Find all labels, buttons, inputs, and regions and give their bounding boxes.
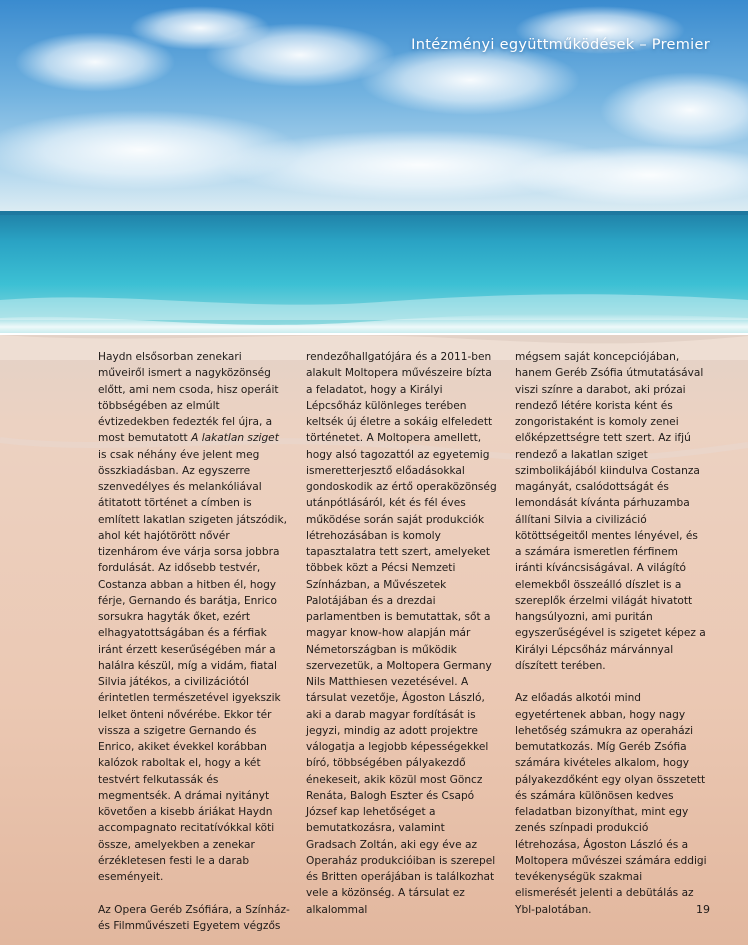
paragraph-text: rendezőhallgatójára és a 2011-ben alakult Moltopera művészeire bízta a feladatot, hogy a Királyi Lépcsőház különleges terében keltsék új életre a sokáig elfeledett történetet. A Moltopera amellett, hogy alsó tagozattól az egyetemig ismeretterjesztő előadásokkal gondoskodik az értő operaközönség utánpótlásáról, két és fél éves működése során saját produkciók létrehozásában is komoly tapasztalatra tett szert, amelyeket többek közt a Pécsi Nemzeti Színházban, a Művészetek Palotájában és a drezdai parlamentben is bemutattak, sőt a magyar know-how alapján már Németországban is működik szervezetük, a Moltopera Germany Nils Matthiesen vezetésével. A társulat vezetője, Ágoston László, aki a darab magyar fordítását is jegyzi, mindig az adott projektre válogatja a legjobb képességekkel bíró, többségében pályakezdő énekeseit, akik közül most Göncz Renáta, Balogh Eszter és Csapó József kap lehetőséget a bemutatkozásra, valamint Gradsach Zoltán, aki egy éve az Operaház produkcióiban is szerepel és Britten operájában is találkozhat vele a közönség. A társulat ez alkalommal bbox=[306, 351, 497, 916]
opera-title: A lakatlan sziget bbox=[191, 432, 279, 445]
paragraph-text: Az előadás alkotói mind egyetértenek abban, hogy nagy lehetőség számukra az operaházi bemutatkozás. Míg Geréb Zsófia számára kivételes alkalom, hogy pályakezdőként egy olyan összetett és számára különösen kedves feladatban bizonyíthat, mint egy zenés színpadi produkció létrehozása, Ágoston László és a Moltopera művészei számára eddigi tevékenységük szakmai elismerését jelenti a debütálás az Ybl-palotában. bbox=[515, 692, 707, 916]
paragraph bbox=[515, 349, 707, 674]
paragraph-text: Haydn elsősorban zenekari műveiről ismert a nagyközönség előtt, ami nem csoda, hisz operáit többségében az elmúlt évtizedekben fedezték fel újra, a most bemutatott bbox=[98, 351, 279, 445]
section-title: Intézményi együttműködések – Premier bbox=[411, 37, 710, 53]
paragraph bbox=[515, 690, 707, 918]
article-column-2 bbox=[306, 349, 498, 918]
paragraph-text: mégsem saját koncepciójában, hanem Geréb Zsófia útmutatásával viszi színre a darabot, aki prózai rendező létére korista ként és zongoristaként is komoly zenei előképzettségre tett szert. Az ifjú rendező a lakatlan sziget szimbolikájából kiindulva Costanza magányát, csalódottságát és lemondását kívánta párhuzamba állítani Silvia a civilizáció kötöttségeitől mentes lényével, és a számára ismeretlen férfinem iránti kíváncsiságával. A világító elemekből összeálló díszlet is a szereplők érzelmi világát hivatott hangsúlyozni, ami puritán egyszerűségével is szigetet képez a Királyi Lépcsőház márvánnyal díszített terében. bbox=[515, 351, 706, 672]
article-column-3 bbox=[515, 349, 707, 918]
article-column-1 bbox=[98, 349, 290, 934]
paragraph-text: Az Opera Geréb Zsófiára, a Színház- és Filmművészeti Egyetem végzős bbox=[98, 903, 290, 932]
paragraph bbox=[306, 349, 498, 918]
paragraph bbox=[98, 902, 290, 935]
paragraph-text: is csak néhány éve jelent meg összkiadásban. Az egyszerre szenvedélyes és melankóliával átitatott történet a címben is említett lakatlan szigeten játszódik, ahol két hajótörött nővér tizenhárom éve várja sorsa jobbra fordulását. Az idősebb testvér, Costanza abban a hitben él, hogy férje, Gernando és barátja, Enrico sorsukra hagyták őket, ezért elhagyatottságában és a férfiak iránt érzett keserűségében már a halálra készül, míg a vidám, fiatal Silvia játékos, a civilizációtól érintetlen természetével igyekszik lelket önteni nővérébe. Ekkor tér vissza a szigetre Gernando és Enrico, akiket évekkel korábban kalózok raboltak el, hogy a két testvért felkutassák és megmentsék. A drámai nyitányt követően a kisebb áriákat Haydn accompagnato recitatívókkal köti össze, amelyekben a zenekar érzékletesen festi le a darab eseményeit. bbox=[98, 448, 287, 883]
paragraph bbox=[98, 349, 290, 885]
page-number: 19 bbox=[696, 903, 710, 916]
